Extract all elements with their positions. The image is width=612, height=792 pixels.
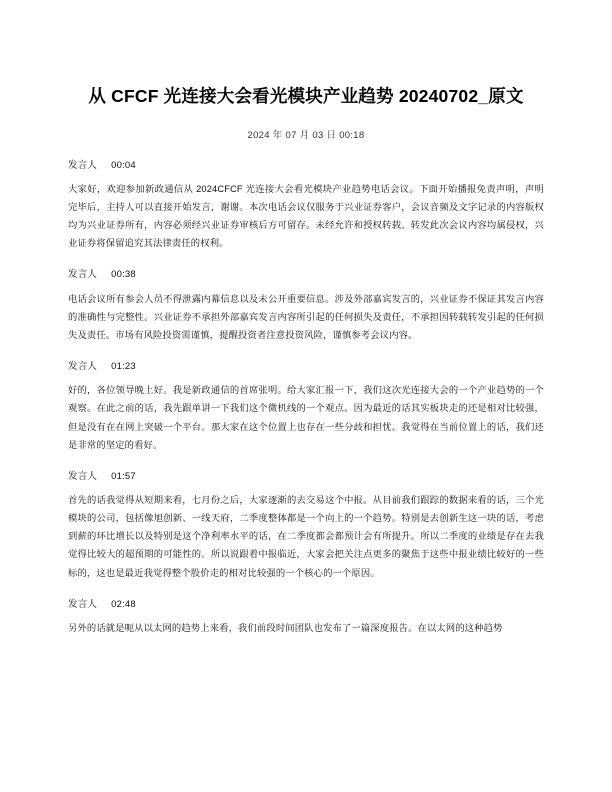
transcript-segment: [68, 157, 544, 253]
segment-timestamp: 01:23: [111, 360, 136, 372]
segment-header: [68, 358, 544, 372]
transcript-segment: [68, 358, 544, 454]
speaker-label: 发言人: [68, 360, 98, 372]
transcript-segment: [68, 468, 544, 582]
transcript-segment: [68, 266, 544, 344]
transcript-segment: [68, 596, 544, 637]
speaker-label: 发言人: [68, 269, 98, 281]
segment-text: 大家好，欢迎参加新政通信从 2024CFCF 光连接大会看光模块产业趋势电话会议。下面开始播报免责声明，声明完毕后，主持人可以直接开始发言，谢谢。本次电话会议仅服务于兴业证券客户，会议音频及文字记录的内容版权均为兴业证券所有，内容必须经兴业证券审核后方可留存。未经允许和授权转载、转发此次会议内容均属侵权，兴业证券将保留追究其法律责任的权利。: [68, 183, 544, 249]
segment-header: [68, 157, 544, 171]
speaker-label: 发言人: [68, 470, 98, 482]
segment-timestamp: 01:57: [111, 470, 136, 482]
page-title: 从 CFCF 光连接大会看光模块产业趋势 20240702_原文: [88, 86, 524, 106]
speaker-label: 发言人: [68, 159, 98, 171]
speaker-label: 发言人: [68, 598, 98, 610]
transcript-body: [68, 157, 544, 638]
segment-header: [68, 266, 544, 280]
segment-timestamp: 00:04: [111, 159, 136, 171]
segment-header: [68, 468, 544, 482]
segment-text: 首先的话我觉得从短期来看，七月份之后，大家逐渐的去交易这个中报。从目前我们跟踪的数据来看的话，三个光模块的公司，包括像旭创新、一线天府，二季度整体都是一个向上的一个趋势。特别是去创新生这一块的话，考虑到薪的环比增长以及特别是这个净利率水平的话，在二季度都会都预计会有所提升。所以二季度的业绩是存在去我觉得比较大的超预期的可能性的。所以说跟着中报临近，大家会把关注点更多的聚焦于这些中报业绩比较好的一些标的，这也是最近我觉得整个股价走的相对比较强的一个核心的一个原因。: [68, 495, 544, 578]
segment-header: [68, 596, 544, 610]
document-date: 2024 年 07 月 03 日 00:18: [247, 129, 365, 141]
segment-timestamp: 00:38: [111, 269, 136, 281]
segment-text: 好的，各位领导晚上好。我是新政通信的首席张明。给大家汇报一下，我们这次光连接大会的一个产业趋势的一个观察。在此之前的话，我先跟单讲一下我们这个微机线的一个观点。因为最近的话其实板块走的还是相对比较强，但是没有在在网上突破一个平台。那大家在这个位置上也存在一些分歧和担忧。我觉得在当前位置上的话，我们还是非常的坚定的看好。: [68, 385, 544, 450]
segment-text: 另外的话就是呃从以太网的趋势上来看，我们前段时间团队也发布了一篇深度报告。在以太网的这种趋势: [68, 622, 503, 633]
segment-text: 电话会议所有参会人员不得泄露内幕信息以及未公开重要信息。涉及外部嘉宾发言的，兴业证券不保证其发言内容的准确性与完整性。兴业证券不承担外部嘉宾发言内容所引起的任何损失及责任，不承担因转载转发引起的任何损失及责任。市场有风险投资需谨慎，提醒投资者注意投资风险，谨慎参考会议内容。: [68, 293, 544, 340]
segment-timestamp: 02:48: [111, 598, 136, 610]
